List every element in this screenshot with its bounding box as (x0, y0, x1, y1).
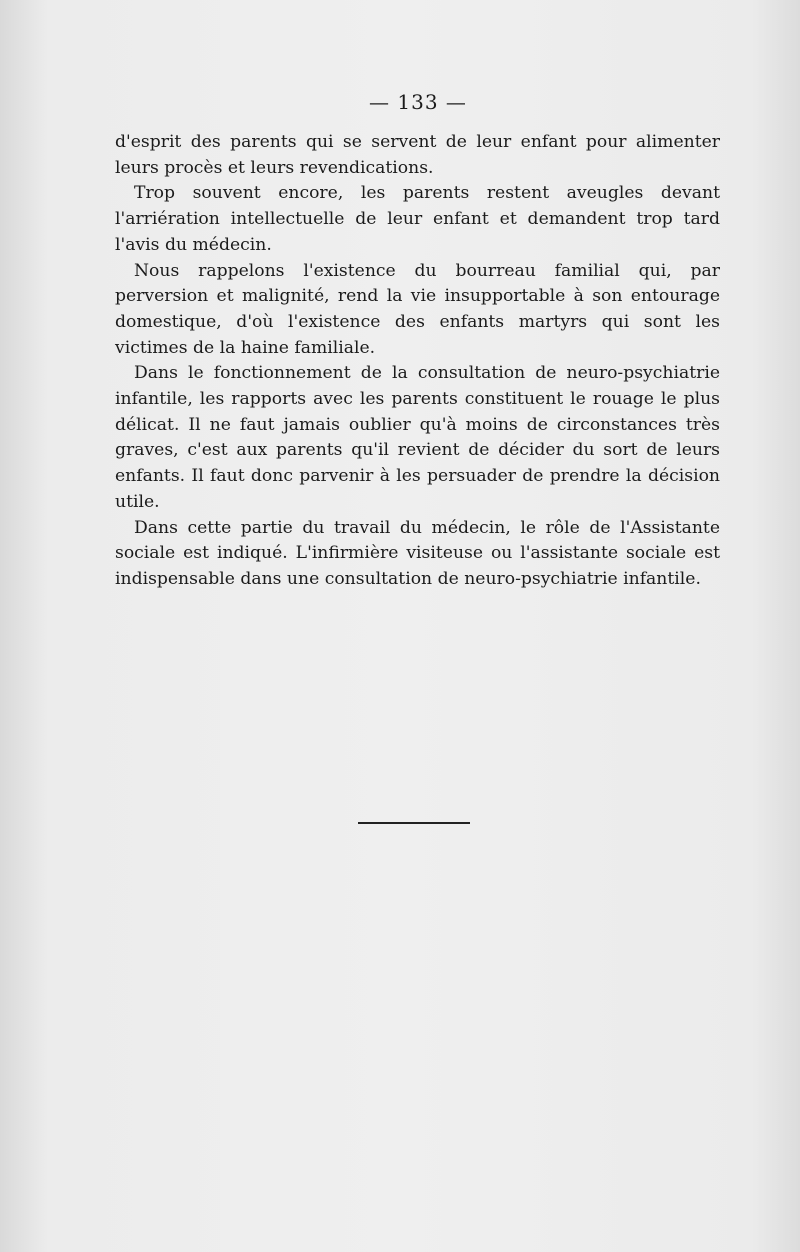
section-end-rule (358, 822, 470, 824)
paragraph-family-tormentor: Nous rappelons l'existence du bourreau familial qui, par perversion et malignité, rend la vie insupportable à son entourage domestique, d'où l'existence des enfants martyrs qui sont les victimes de la haine familiale. (115, 260, 720, 358)
page-number: — 133 — (369, 90, 467, 114)
paragraph-social-assistant: Dans cette partie du travail du médecin, le rôle de l'Assistante sociale est indiqué. L'infirmière visiteuse ou l'assistante sociale est indispensable dans une consultation de neuro-psychiatrie infantile. (115, 517, 720, 589)
body-text (115, 130, 720, 593)
paragraph-parents-blind: Trop souvent encore, les parents restent aveugles devant l'arriération intellectuelle de leur enfant et demandent trop tard l'avis du médecin. (115, 183, 720, 255)
paragraph-continuation: d'esprit des parents qui se servent de leur enfant pour alimenter leurs procès et leurs revendications. (115, 132, 720, 178)
paragraph-consultation-relations: Dans le fonctionnement de la consultation de neuro-psychiatrie infantile, les rapports avec les parents constituent le rouage le plus délicat. Il ne faut jamais oublier qu'à moins de circonstances très graves, c'est aux parents qu'il revient de décider du sort de leurs enfants. Il faut donc parvenir à les persuader de prendre la décision utile. (115, 363, 720, 512)
